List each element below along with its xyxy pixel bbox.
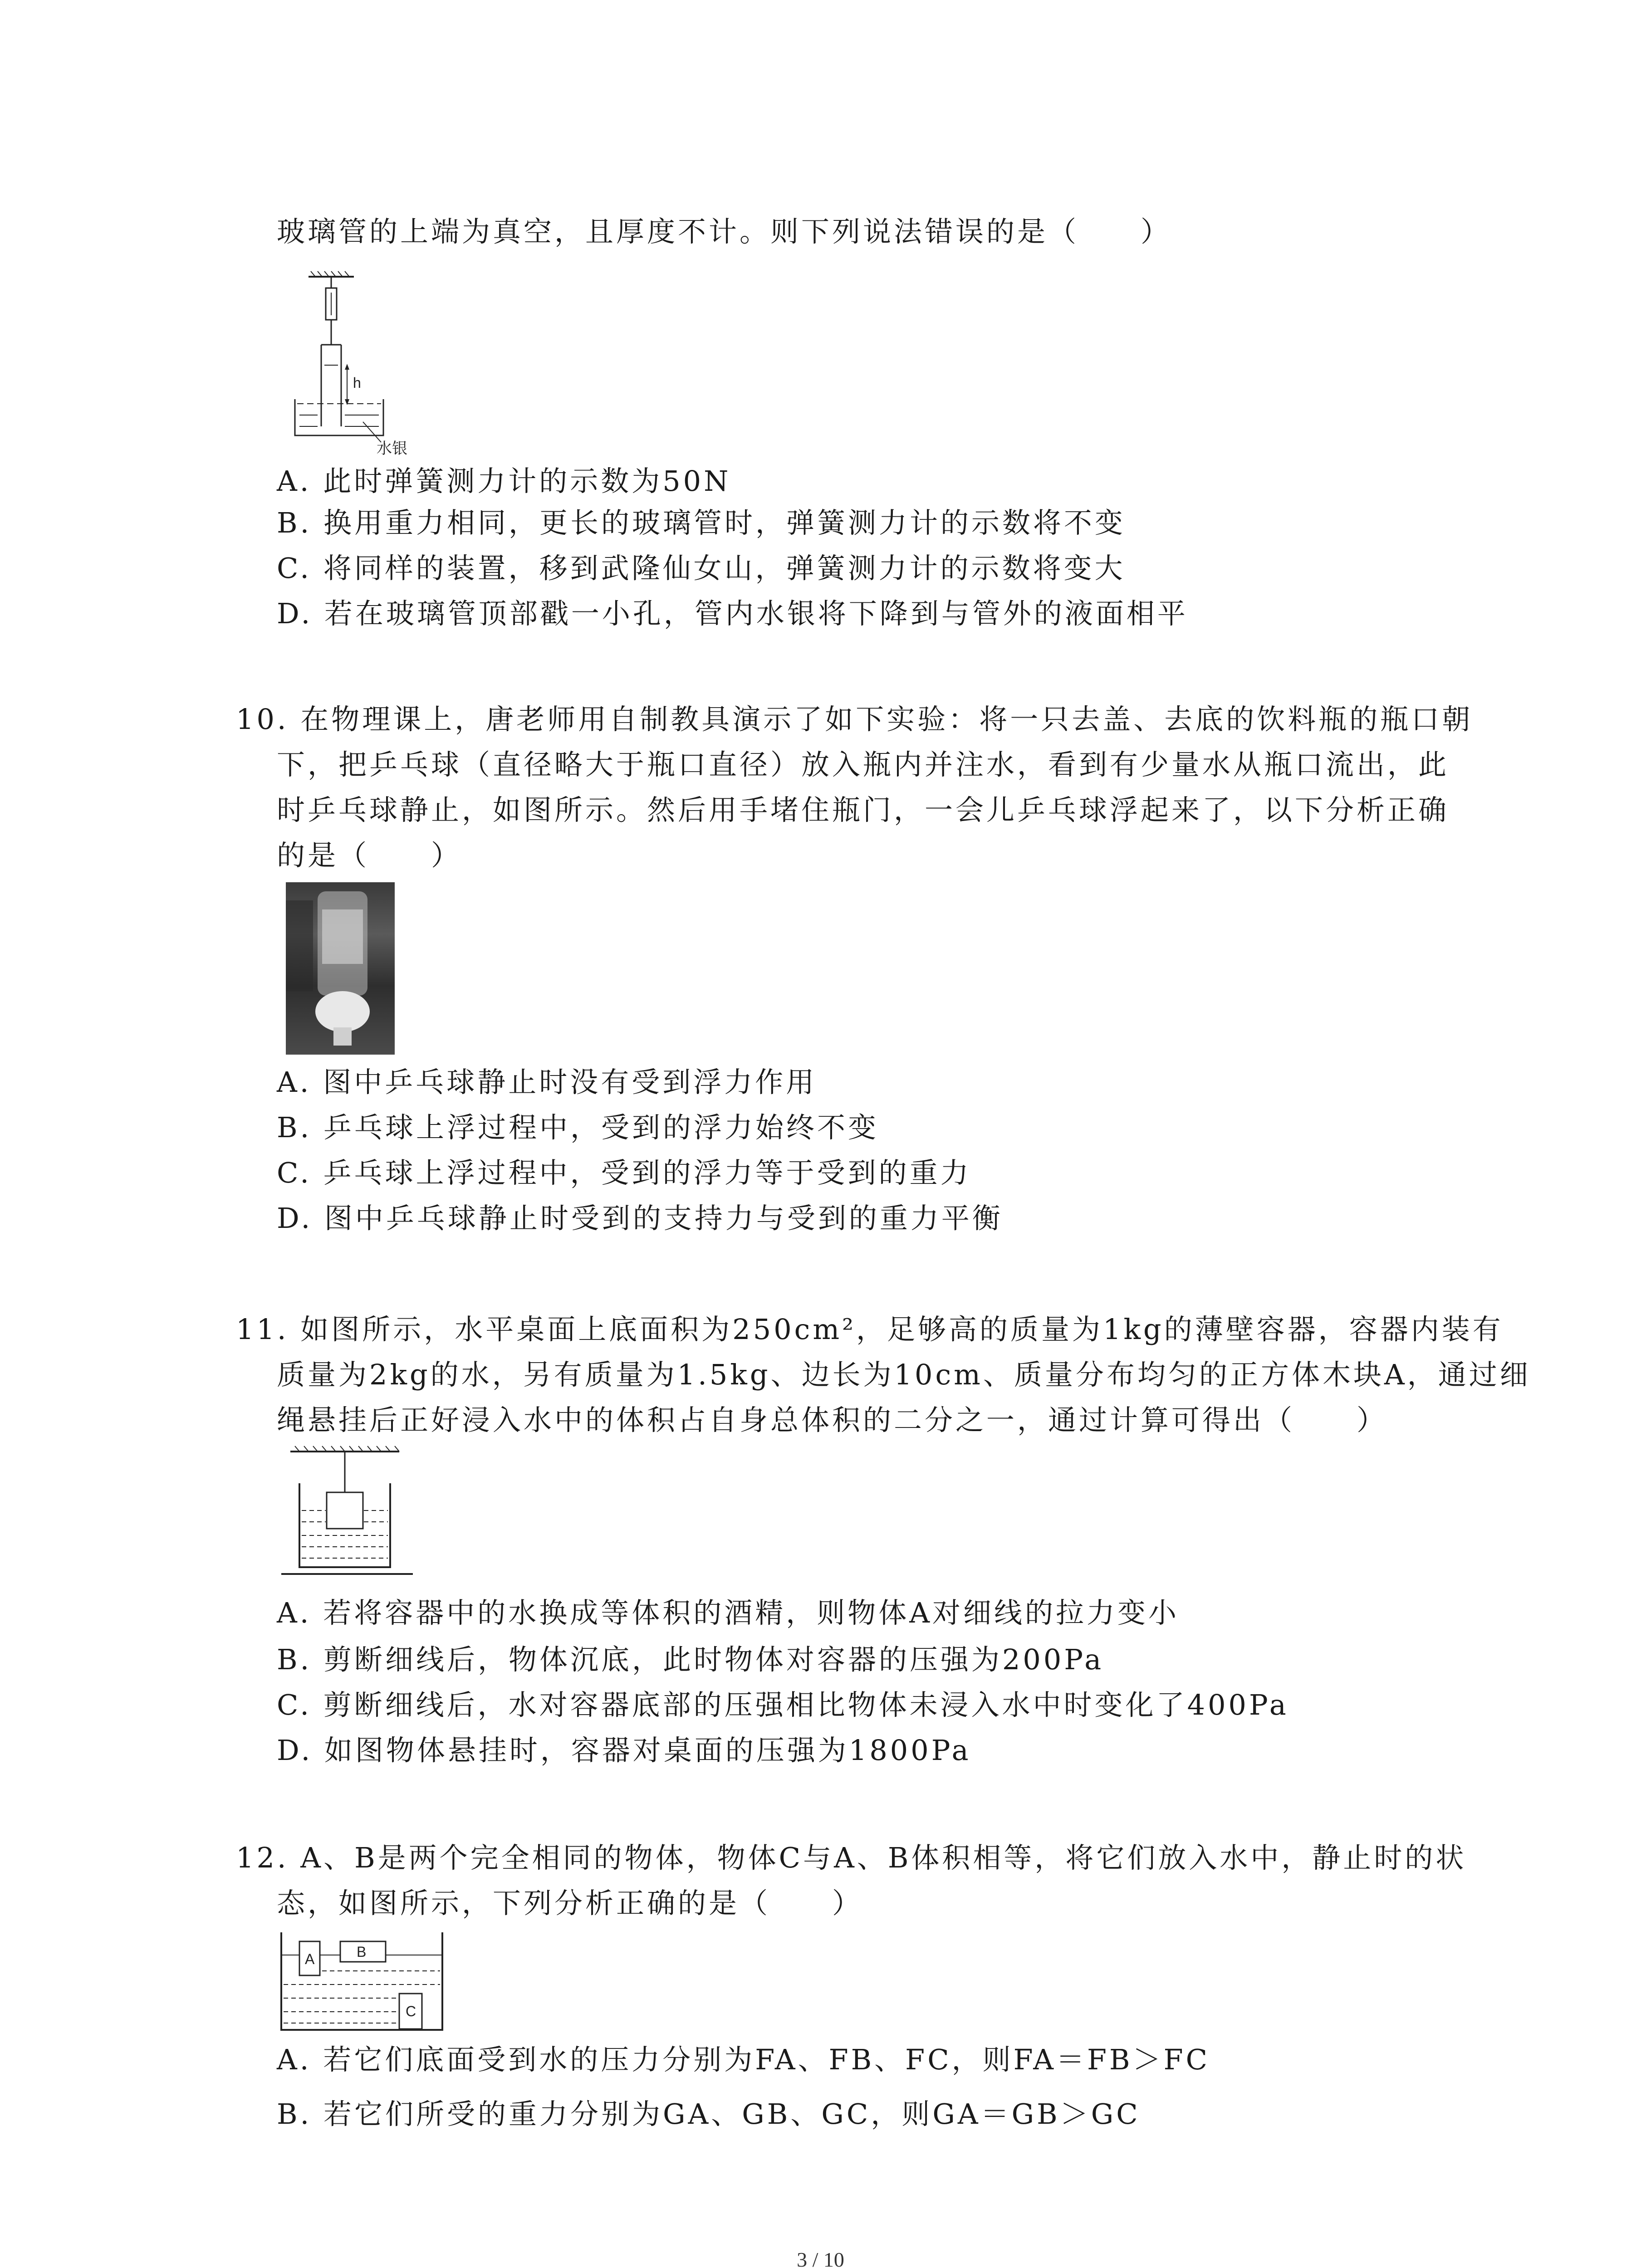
q12-label-c: C [406,2003,416,2019]
q12-label-b: B [357,1944,367,1960]
q10-option-a: A. 图中乒乓球静止时没有受到浮力作用 [277,1066,817,1099]
q11-figure [281,1442,417,1588]
q10-stem-line-4: 的是（ ） [277,839,462,872]
q10-option-b: B. 乒乓球上浮过程中，受到的浮力始终不变 [277,1111,879,1144]
q11-option-b: B. 剪断细线后，物体沉底，此时物体对容器的压强为200Pa [277,1643,1104,1676]
q9-option-d: D. 若在玻璃管顶部戳一小孔，管内水银将下降到与管外的液面相平 [277,597,1188,630]
q9-stem-tail: 玻璃管的上端为真空，且厚度不计。则下列说法错误的是（ ） [277,215,1172,248]
q12-option-b: B. 若它们所受的重力分别为GA、GB、GC，则GA＝GB＞GC [277,2097,1141,2131]
q10-bottle-photo [286,882,395,1055]
page-number: 3 / 10 [797,2248,844,2268]
q10-stem-line-1: 10. 在物理课上，唐老师用自制教具演示了如下实验：将一只去盖、去底的饮料瓶的瓶口朝 [236,703,1473,736]
q10-stem-line-3: 时乒乓球静止，如图所示。然后用手堵住瓶门，一会儿乒乓球浮起来了，以下分析正确 [277,793,1450,826]
q11-option-c: C. 剪断细线后，水对容器底部的压强相比物体未浸入水中时变化了400Pa [277,1688,1289,1721]
q10-option-c: C. 乒乓球上浮过程中，受到的浮力等于受到的重力 [277,1156,971,1189]
q12-stem-line-2: 态，如图所示，下列分析正确的是（ ） [277,1887,863,1920]
q12-figure [277,1928,449,2037]
q11-option-d: D. 如图物体悬挂时，容器对桌面的压强为1800Pa [277,1734,971,1767]
q11-stem-line-2: 质量为2kg的水，另有质量为1.5kg、边长为10cm、质量分布均匀的正方体木块A，通过细 [277,1358,1531,1391]
q11-stem-line-3: 绳悬挂后正好浸入水中的体积占自身总体积的二分之一，通过计算可得出（ ） [277,1403,1388,1437]
q10-option-d: D. 图中乒乓球静止时受到的支持力与受到的重力平衡 [277,1202,1003,1235]
q11-stem-line-1: 11. 如图所示，水平桌面上底面积为250cm²，足够高的质量为1kg的薄壁容器，容器内装有 [236,1313,1504,1346]
q9-h-label: h [353,375,361,391]
q12-label-a: A [305,1951,315,1967]
q11-option-a: A. 若将容器中的水换成等体积的酒精，则物体A对细线的拉力变小 [277,1596,1179,1629]
q12-option-a: A. 若它们底面受到水的压力分别为FA、FB、FC，则FA＝FB＞FC [277,2043,1210,2076]
q9-option-c: C. 将同样的装置，移到武隆仙女山，弹簧测力计的示数将变大 [277,552,1126,585]
q10-stem-line-2: 下，把乒乓球（直径略大于瓶口直径）放入瓶内并注水，看到有少量水从瓶口流出，此 [277,748,1450,781]
q9-option-b: B. 换用重力相同，更长的玻璃管时，弹簧测力计的示数将不变 [277,506,1126,539]
q9-figure [272,268,436,458]
q9-mercury-label: 水银 [377,440,407,457]
q9-option-a: A. 此时弹簧测力计的示数为50N [277,464,731,498]
q12-stem-line-1: 12. A、B是两个完全相同的物体，物体C与A、B体积相等，将它们放入水中，静止时的状 [236,1841,1467,1874]
